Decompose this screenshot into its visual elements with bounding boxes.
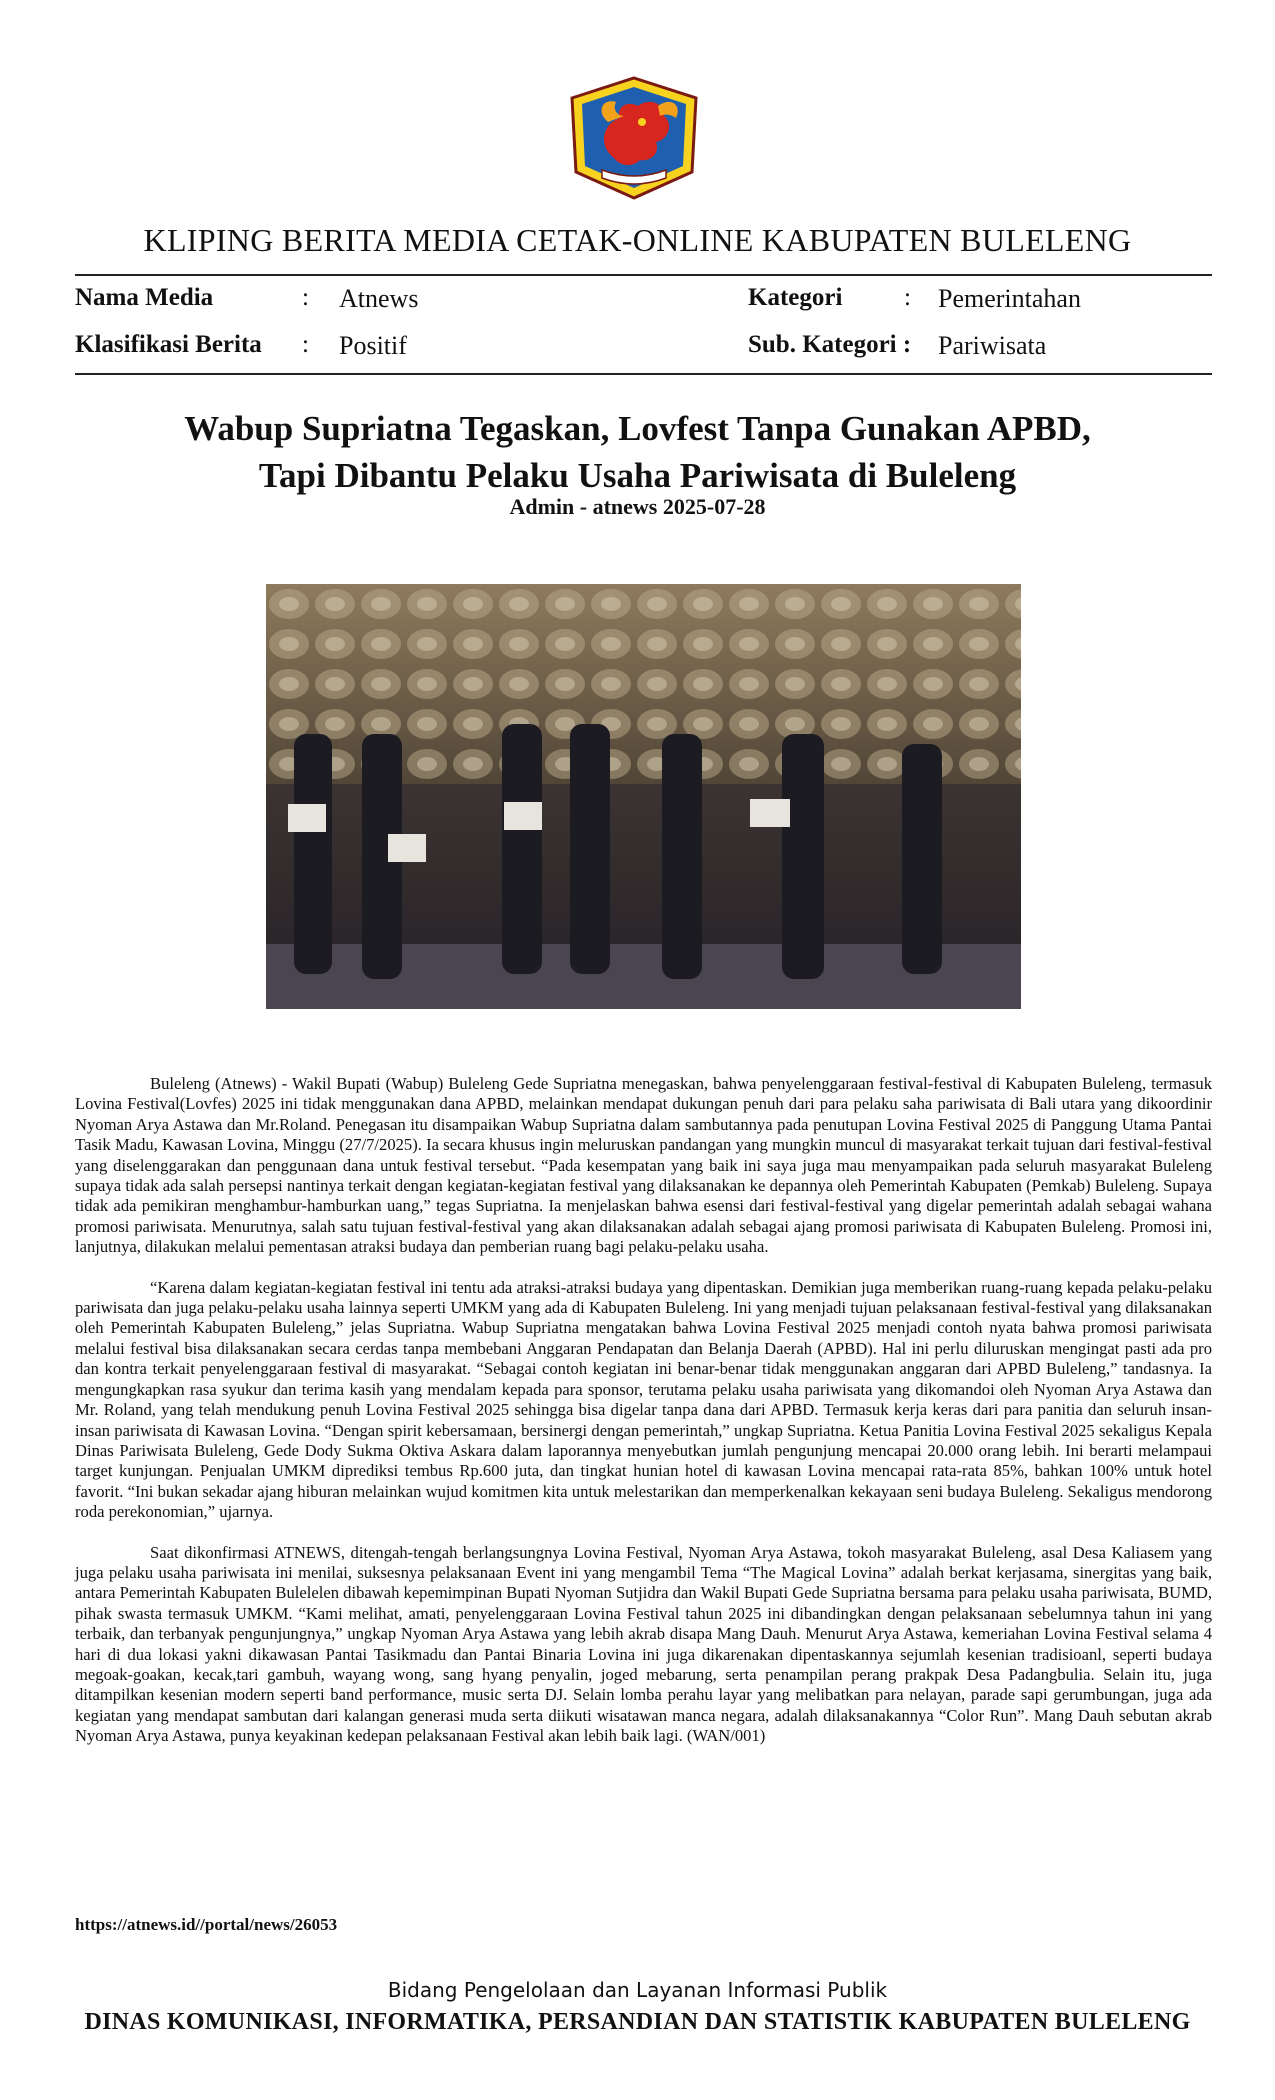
classification-label: Klasifikasi Berita [75,331,262,358]
footer-department: DINAS KOMUNIKASI, INFORMATIKA, PERSANDIAN DAN STATISTIK KABUPATEN BULELENG [84,2009,1191,2035]
classification-colon: : [302,331,309,358]
category-colon: : [904,284,911,311]
subcategory-label: Sub. Kategori : [748,331,912,358]
media-label: Nama Media [75,284,214,311]
classification-value: Positif [339,331,407,360]
subcategory-value: Pariwisata [938,331,1047,360]
article-paragraph-2: “Karena dalam kegiatan-kegiatan festival ini tentu ada atraksi-atraksi budaya yang dipentaskan. Demikian juga memberikan ruang-ruang kepada pelaku-pelaku pariwisata dan juga pelaku-pelaku usaha lainnya seperti UMKM yang ada di Kabupaten Buleleng. Ini yang menjadi tujuan pelaksanaan festival-festival yang dilaksanakan oleh Pemerintah Kabupaten Buleleng,” jelas Supriatna. Wabup Supriatna mengatakan bahwa Lovina Festival 2025 menjadi contoh nyata bahwa promosi pariwisata melalui festival bisa dilaksanakan secara cerdas tanpa membebani Anggaran Pendapatan dan Belanja Daerah (APBD). Hal ini perlu diluruskan mengingat pasti ada pro dan kontra terkait penyelenggaraan festival di masyarakat. “Sebagai contoh kegiatan ini benar-benar tidak menggunakan anggaran dari APBD Buleleng,” tandasnya. Ia mengungkapkan rasa syukur dan terima kasih yang mendalam kepada para sponsor, terutama pelaku usaha pariwisata yang dikomandoi oleh Nyoman Arya Astawa dan Mr. Roland, yang telah mendukung penuh Lovina Festival 2025 sehingga bisa digelar tanpa dana dari APBD. Termasuk kerja keras dari para panitia dan seluruh insan-insan pariwisata di Kawasan Lovina. “Dengan spirit kebersamaan, bersinergi dengan pemerintah,” ungkap Supriatna. Ketua Panitia Lovina Festival 2025 sekaligus Kepala Dinas Pariwisata Buleleng, Gede Dody Sukma Oktiva Askara dalam laporannya menyebutkan jumlah pengunjung mencapai 20.000 orang lebih. Ini berarti melampaui target kunjungan. Penjualan UMKM diprediksi tembus Rp.600 juta, dan tingkat hunian hotel di kawasan Lovina mencapai rata-rata 85%, bahkan 100% untuk hotel favorit. “Ini bukan sekadar ajang hiburan melainkan wujud komitmen kita untuk melestarikan dan memperkenalkan kekayaan seni budaya Buleleng. Sekaligus mendorong roda perekonomian,” ujarnya. [75,1277,1212,1522]
headline-line-1: Wabup Supriatna Tegaskan, Lovfest Tanpa Gunakan APBD, [184,409,1091,448]
category-label: Kategori [748,284,843,311]
article-photo [266,584,1021,1009]
clipping-header-title: KLIPING BERITA MEDIA CETAK-ONLINE KABUPATEN BULELENG [143,222,1132,258]
article-body [75,1074,1212,1767]
divider-bottom [75,373,1212,375]
footer-division: Bidang Pengelolaan dan Layanan Informasi Publik [387,1978,888,2002]
headline-line-2: Tapi Dibantu Pelaku Usaha Pariwisata di Buleleng [258,456,1017,495]
divider-top [75,274,1212,276]
source-url: https://atnews.id//portal/news/26053 [75,1915,338,1934]
article-headline [75,405,1200,499]
media-value: Atnews [339,284,419,313]
article-paragraph-3: Saat dikonfirmasi ATNEWS, ditengah-tengah berlangsungnya Lovina Festival, Nyoman Arya Astawa, tokoh masyarakat Buleleng, asal Desa Kaliasem yang juga pelaku usaha pariwisata ini menilai, suksesnya pelaksanaan Event ini yang mengambil Tema “The Magical Lovina” adalah berkat kerjasama, sinergitas yang baik, antara Pemerintah Kabupaten Bulelelen dibawah kepemimpinan Bupati Nyoman Sutjidra dan Wakil Bupati Gede Supriatna bersama para pelaku usaha pariwisata, BUMD, pihak swasta termasuk UMKM. “Kami melihat, amati, penyelenggaraan Lovina Festival tahun 2025 ini dibandingkan dengan pelaksanaan sebelumnya tahun ini yang terbaik, dan terbanyak pengunjungnya,” ungkap Nyoman Arya Astawa yang lebih akrab disapa Mang Dauh. Menurut Arya Astawa, kemeriahan Lovina Festival selama 4 hari di dua lokasi yakni dikawasan Pantai Tasikmadu dan Pantai Binaria Lovina ini juga dikarenakan dipentaskannya sejumlah kesenian tradisioanl, seperti budaya megoak-goakan, kecak,tari gambuh, wayang wong, sang hyang penyalin, joged mebarung, serta penampilan perang prakpak Desa Padangbulia. Selain itu, juga ditampilkan kesenian modern seperti band performance, music serta DJ. Selain lomba perahu layar yang melibatkan para nelayan, parade sapi gerumbungan, juga ada kegiatan yang mendapat sambutan dari kalangan generasi muda serta diikuti wisatawan manca negara, adalah dilaksanakannya “Color Run”. Mang Dauh sebutan akrab Nyoman Arya Astawa, punya keyakinan kedepan pelaksanaan Festival akan lebih baik lagi. (WAN/001) [75,1542,1213,1746]
category-value: Pemerintahan [938,284,1081,313]
regency-emblem-logo [568,76,700,200]
article-byline: Admin - atnews 2025-07-28 [509,494,766,519]
media-colon: : [302,284,309,311]
article-paragraph-1: Buleleng (Atnews) - Wakil Bupati (Wabup) Buleleng Gede Supriatna menegaskan, bahwa penyelenggaraan festival-festival di Kabupaten Buleleng, termasuk Lovina Festival(Lovfes) 2025 ini tidak menggunakan dana APBD, melainkan mendapat dukungan penuh dari para pelaku saha pariwisata di Bali utara yang dikoordinir Nyoman Arya Astawa dan Mr.Roland. Penegasan itu disampaikan Wabup Supriatna dalam sambutannya pada penutupan Lovina Festival 2025 di Panggung Utama Pantai Tasik Madu, Kawasan Lovina, Minggu (27/7/2025). Ia secara khusus ingin meluruskan pandangan yang mungkin muncul di masyarakat terkait tujuan dari festival-festival yang diselenggarakan dan penggunaan dana untuk festival tersebut. “Pada kesempatan yang baik ini saya juga mau menyampaikan pada seluruh masyarakat Buleleng supaya tidak ada salah persepsi nantinya terkait dengan kegiatan-kegiatan festival yang dilaksanakan ke depannya oleh Pemerintah Kabupaten (Pemkab) Buleleng. Supaya tidak ada pemikiran menghambur-hamburkan uang,” tegas Supriatna. Ia menjelaskan bahwa esensi dari festival-festival yang digelar pemerintah adalah sebagai wahana promosi pariwisata. Menurutnya, salah satu tujuan festival-festival yang akan dilaksanakan adalah sebagai ajang promosi pariwisata di Kabupaten Buleleng. Promosi ini, lanjutnya, dilakukan melalui pementasan atraksi budaya dan pemberian ruang bagi pelaku-pelaku usaha. [75,1074,1212,1257]
